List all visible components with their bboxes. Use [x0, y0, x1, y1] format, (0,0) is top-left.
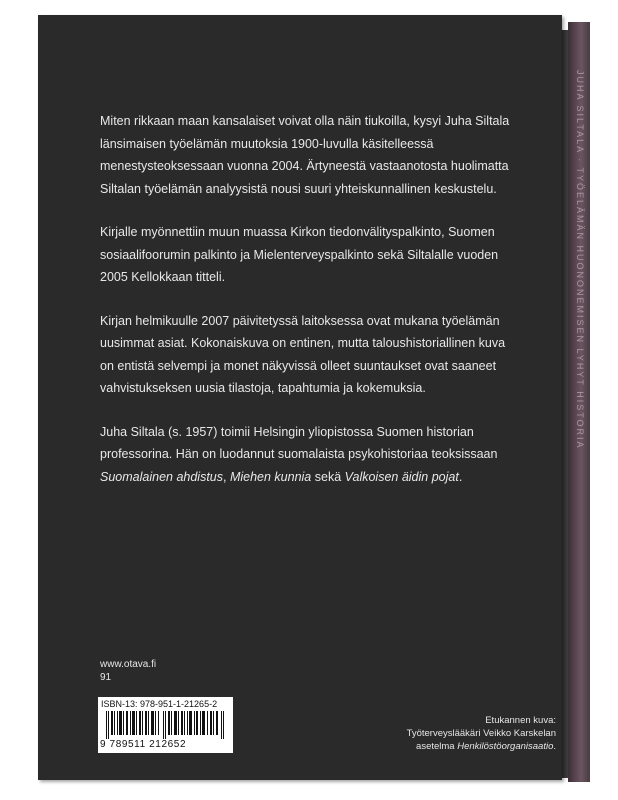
work-title-3: Valkoisen äidin pojat [344, 469, 459, 484]
credit-work-title: Henkilöstöorganisaatio [457, 741, 554, 752]
blurb-paragraph-4 [100, 421, 520, 489]
isbn-number: ISBN-13: 978-951-1-21265-2 [101, 699, 218, 709]
credit-heading: Etukannen kuva: [485, 715, 556, 726]
blurb-paragraph-2: Kirjalle myönnettiin muun muassa Kirkon tiedonvälityspalkinto, Suomen sosiaalifoorumin palkinto ja Mielenterveyspalkinto sekä Siltalalle vuoden 2005 Kellokkaan titteli. [100, 225, 499, 284]
cover-image-credit [407, 714, 556, 753]
author-bio: Juha Siltala (s. 1957) toimii Helsingin yliopistossa Suomen historian professorina. Hän on luodannut suomalaista psykohistoriaa teoksissaan [100, 424, 498, 461]
spine-title: JUHA SILTALA · TYÖELÄMÄN HUONONEMISEN LYHYT HISTORIA [575, 70, 585, 450]
publisher-website: www.otava.fi [100, 659, 157, 670]
publisher-info [100, 658, 156, 684]
period: . [553, 741, 556, 752]
barcode-icon [106, 711, 226, 739]
separator: sekä [311, 469, 345, 484]
period: . [458, 469, 463, 484]
work-title-1: Suomalainen ahdistus [100, 469, 223, 484]
work-title-2: Miehen kunnia [229, 469, 312, 484]
separator: , [223, 469, 230, 484]
blurb-paragraph-1: Miten rikkaan maan kansalaiset voivat olla näin tiukoilla, kysyi Juha Siltala länsimaisen työelämän muutoksia 1900-luvulla käsitelleessä menestysteoksessaan vuonna 2004. Ärtyneestä vastaanotosta huolimatta Siltalan työelämän analyysistä nousi suuri yhteiskunnallinen keskustelu. [100, 114, 510, 196]
isbn-barcode-label [98, 697, 233, 753]
blurb-paragraph-3: Kirjan helmikuulle 2007 päivitetyssä laitoksessa ovat mukana työelämän uusimmat asiat. Kokonaiskuva on entinen, mutta taloushistoriallinen kuva on entistä selvempi ja monet näkyvissä olleet suuntaukset ovat saaneet vahvistukseksen uusia tilastoja, tapahtumia ja kokemuksia. [100, 313, 506, 395]
product-code: 91 [100, 672, 112, 683]
credit-artist: Työterveyslääkäri Veikko Karskelan [406, 728, 556, 739]
barcode-digits: 9 789511 212652 [100, 739, 187, 750]
credit-prefix: asetelma [416, 741, 458, 752]
blurb-text [100, 110, 520, 509]
credit-work [407, 740, 556, 753]
